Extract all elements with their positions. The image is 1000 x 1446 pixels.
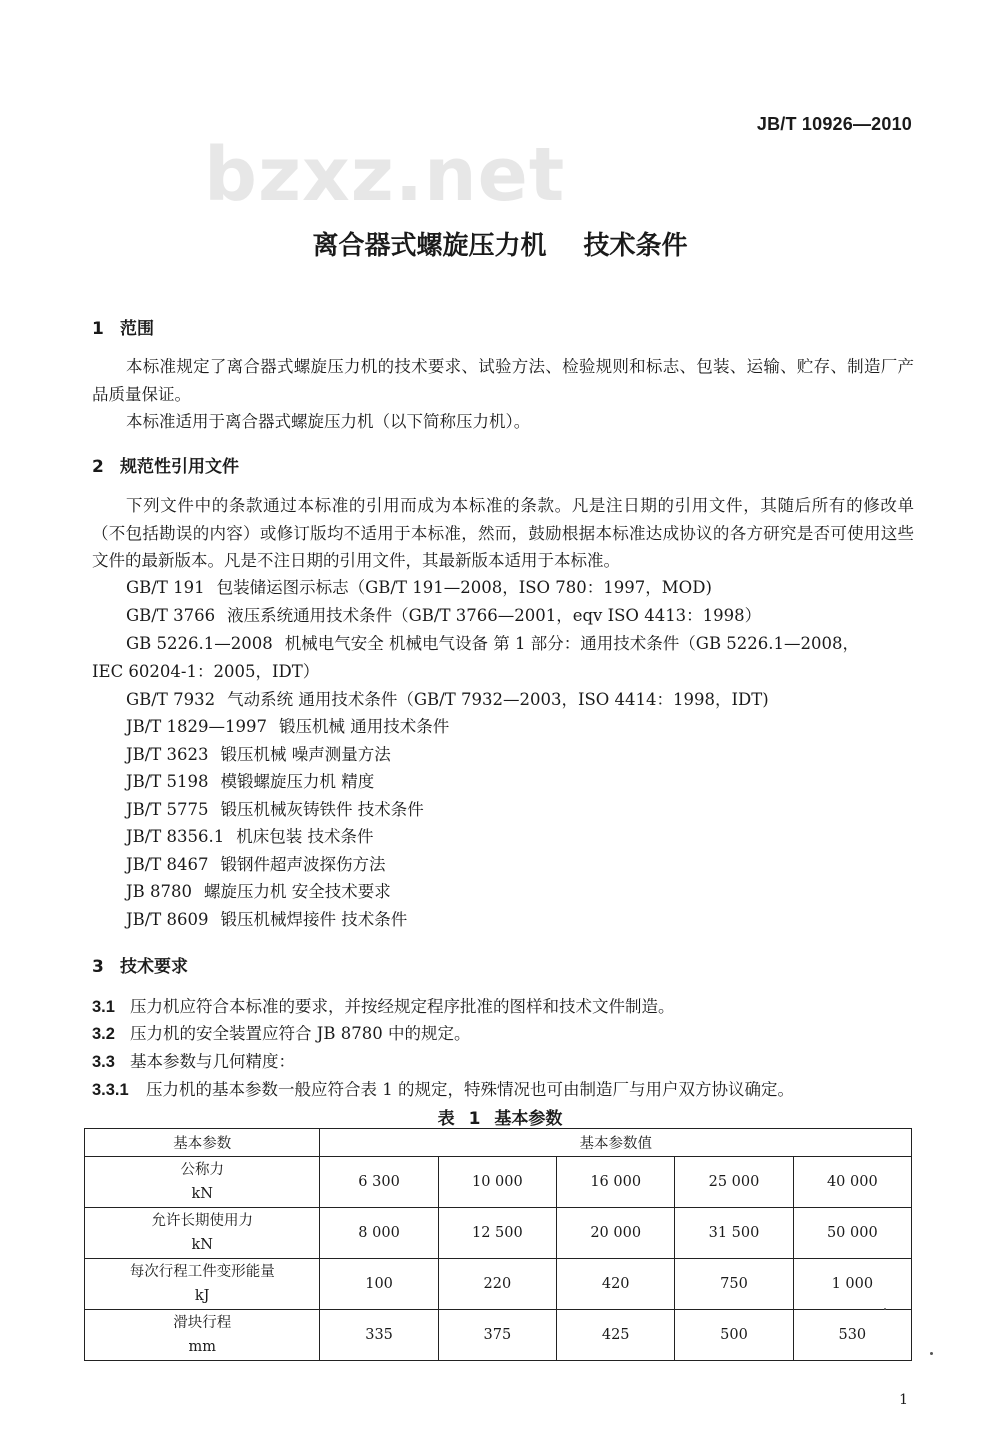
table-cell: 8 000: [320, 1208, 438, 1259]
clause-number: 3.1: [92, 998, 115, 1016]
table-cell: 20 000: [557, 1208, 675, 1259]
scan-speck: [884, 1308, 886, 1310]
reference-name: 机床包装 技术条件: [236, 827, 374, 846]
clause-3-1: [92, 993, 675, 1017]
param-name: 滑块行程: [173, 1315, 232, 1331]
row-label: [85, 1157, 320, 1208]
table-row: [85, 1310, 912, 1361]
references-intro: 下列文件中的条款通过本标准的引用而成为本标准的条款。凡是注日期的引用文件，其随后所有的修改单（不包括勘误的内容）或修订版均不适用于本标准，然而，鼓励根据本标准达成协议的各方研究是否可使用这些文件的最新版本。凡是不注日期的引用文件，其最新版本适用于本标准。: [92, 496, 914, 570]
reference-name: 机械电气安全 机械电气设备 第 1 部分：通用技术条件（GB 5226.1—2008，: [284, 634, 860, 653]
table-cell: 500: [675, 1310, 793, 1361]
reference-item: [126, 906, 407, 934]
reference-item: [126, 741, 391, 769]
reference-continuation: IEC 60204-1：2005，IDT）: [92, 662, 320, 681]
table-1-title: 表 1 基本参数: [437, 1109, 563, 1129]
document-title: 离合器式螺旋压力机 技术条件: [312, 231, 688, 261]
clause-3-2: [92, 1020, 470, 1044]
param-name: 每次行程工件变形能量: [129, 1264, 275, 1280]
row-label: [85, 1259, 320, 1310]
param-name: 允许长期使用力: [151, 1213, 253, 1229]
header-values: 基本参数值: [320, 1129, 912, 1157]
section-number: 3: [92, 957, 104, 977]
table-cell: 10 000: [438, 1157, 556, 1208]
reference-code: GB/T 3766: [126, 606, 216, 625]
clause-number: 3.3.1: [92, 1081, 129, 1099]
table-cell: 31 500: [675, 1208, 793, 1259]
param-unit: mm: [188, 1339, 216, 1355]
reference-code: JB 8780: [126, 882, 192, 901]
standard-code: JB/T 10926—2010: [756, 114, 912, 134]
clause-text: 压力机应符合本标准的要求，并按经规定程序批准的图样和技术文件制造。: [130, 997, 675, 1016]
param-unit: kN: [191, 1237, 213, 1253]
table-header-row: [85, 1129, 912, 1157]
section-3-heading: [92, 952, 188, 977]
param-name: 公称力: [180, 1162, 224, 1178]
table-cell: 6 300: [320, 1157, 438, 1208]
table-row: [85, 1157, 912, 1208]
section-title: 规范性引用文件: [120, 457, 239, 477]
clause-text: 基本参数与几何精度：: [130, 1052, 295, 1071]
clause-number: 3.2: [92, 1025, 115, 1043]
reference-item: [126, 630, 859, 658]
reference-name: 锻压机械 通用技术条件: [279, 717, 450, 736]
reference-code: GB 5226.1—2008: [126, 634, 273, 653]
reference-item: [126, 878, 391, 906]
table-cell: 750: [675, 1259, 793, 1310]
table-cell: 16 000: [557, 1157, 675, 1208]
clause-text: 压力机的基本参数一般应符合表 1 的规定，特殊情况也可由制造厂与用户双方协议确定。: [146, 1080, 794, 1099]
reference-item: [126, 574, 712, 602]
table-cell: 25 000: [675, 1157, 793, 1208]
clause-3-3: [92, 1048, 295, 1072]
table-cell: 50 000: [793, 1208, 911, 1259]
reference-code: JB/T 8609: [126, 910, 209, 929]
reference-name: 包装储运图示标志（GB/T 191—2008，ISO 780：1997，MOD): [216, 578, 712, 597]
row-label: [85, 1208, 320, 1259]
reference-item: [126, 796, 424, 824]
reference-name: 模锻螺旋压力机 精度: [220, 772, 375, 791]
param-unit: kJ: [194, 1288, 210, 1304]
reference-item: [126, 713, 449, 741]
table-cell: 100: [320, 1259, 438, 1310]
scope-paragraph-1: 本标准规定了离合器式螺旋压力机的技术要求、试验方法、检验规则和标志、包装、运输、贮存、制造厂产品质量保证。: [92, 357, 914, 404]
reference-code: JB/T 3623: [126, 745, 209, 764]
reference-code: GB/T 191: [126, 578, 205, 597]
section-title: 技术要求: [120, 957, 188, 977]
reference-code: JB/T 8356.1: [126, 827, 225, 846]
section-title: 范围: [120, 319, 154, 339]
scan-speck: [930, 1352, 933, 1355]
reference-name: 螺旋压力机 安全技术要求: [203, 882, 391, 901]
table-cell: 12 500: [438, 1208, 556, 1259]
table-cell: 220: [438, 1259, 556, 1310]
table-cell: 335: [320, 1310, 438, 1361]
reference-name: 液压系统通用技术条件（GB/T 3766—2001，eqv ISO 4413：1998）: [227, 606, 762, 625]
clause-number: 3.3: [92, 1053, 115, 1071]
row-label: [85, 1310, 320, 1361]
reference-name: 锻压机械 噪声测量方法: [220, 745, 391, 764]
table-cell: 40 000: [793, 1157, 911, 1208]
reference-item: [126, 602, 761, 630]
reference-code: JB/T 8467: [126, 855, 209, 874]
watermark: bzxz.net: [204, 132, 566, 218]
reference-code: JB/T 5198: [126, 772, 209, 791]
reference-name: 锻压机械灰铸铁件 技术条件: [220, 800, 424, 819]
section-number: 1: [92, 319, 104, 339]
page-number: 1: [899, 1392, 908, 1408]
reference-code: GB/T 7932: [126, 690, 216, 709]
reference-item: [126, 768, 374, 796]
clause-3-3-1: [92, 1076, 794, 1100]
reference-name: 气动系统 通用技术条件（GB/T 7932—2003，ISO 4414：1998，IDT): [227, 690, 769, 709]
section-number: 2: [92, 457, 104, 477]
table-cell: 375: [438, 1310, 556, 1361]
header-param: 基本参数: [85, 1129, 320, 1157]
reference-item: [126, 851, 386, 879]
table-cell: 425: [557, 1310, 675, 1361]
scope-paragraph-2: 本标准适用于离合器式螺旋压力机（以下简称压力机）。: [126, 412, 531, 431]
table-cell: 530: [793, 1310, 911, 1361]
reference-item: [126, 823, 374, 851]
table-row: [85, 1259, 912, 1310]
reference-item: [126, 686, 769, 714]
section-1-heading: [92, 314, 154, 339]
reference-name: 锻钢件超声波探伤方法: [220, 855, 386, 874]
param-unit: kN: [191, 1186, 213, 1202]
basic-parameters-table: [84, 1128, 912, 1361]
reference-code: JB/T 5775: [126, 800, 209, 819]
table-row: [85, 1208, 912, 1259]
reference-name: 锻压机械焊接件 技术条件: [220, 910, 408, 929]
section-2-heading: [92, 452, 239, 477]
table-cell: 1 000: [793, 1259, 911, 1310]
reference-code: JB/T 1829—1997: [126, 717, 268, 736]
clause-text: 压力机的安全装置应符合 JB 8780 中的规定。: [130, 1024, 471, 1043]
table-cell: 420: [557, 1259, 675, 1310]
